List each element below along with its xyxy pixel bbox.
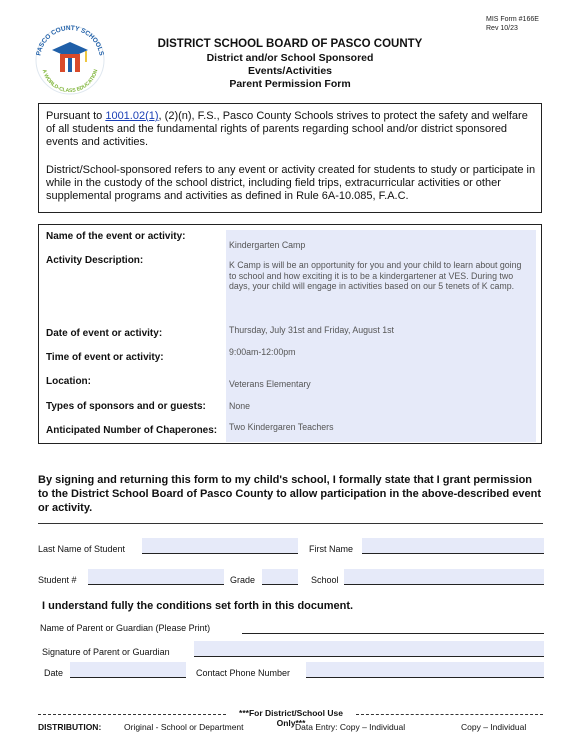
event-name-value[interactable]: Kindergarten Camp bbox=[229, 240, 306, 250]
parent-name-label: Name of Parent or Guardian (Please Print) bbox=[40, 623, 211, 633]
activity-description-label: Activity Description: bbox=[46, 255, 144, 266]
activity-description-value[interactable]: K Camp is will be an opportunity for you and your child to learn about going to school and how exciting it is to be a kindergartener at VES. During two days, your child will engage in activities based on our 5 tenets of K camp. bbox=[229, 260, 522, 291]
date-label: Date bbox=[44, 668, 64, 678]
location-value[interactable]: Veterans Elementary bbox=[229, 379, 311, 389]
chaperones-label: Anticipated Number of Chaperones: bbox=[46, 425, 218, 436]
signature-label: Signature of Parent or Guardian bbox=[42, 647, 170, 657]
permission-statement: By signing and returning this form to my child's school, I formally state that I grant permission to the District School Board of Pasco County to allow participation in the above-described event or activity. bbox=[38, 474, 542, 514]
school-field[interactable] bbox=[344, 569, 544, 585]
grade-field[interactable] bbox=[262, 569, 298, 585]
divider bbox=[38, 523, 543, 524]
understand-statement: I understand fully the conditions set forth in this document. bbox=[42, 600, 354, 612]
dash-right bbox=[356, 714, 543, 715]
event-time-label: Time of event or activity: bbox=[46, 352, 164, 363]
distribution-original: Original - School or Department bbox=[124, 722, 244, 732]
signature-field[interactable] bbox=[194, 641, 544, 657]
location-label: Location: bbox=[46, 376, 91, 387]
school-label: School bbox=[311, 575, 339, 585]
distribution-data-entry: Data Entry: Copy – Individual bbox=[295, 722, 406, 732]
office-use-text: ***For District/School Use Only*** bbox=[239, 708, 343, 728]
event-name-label: Name of the event or activity: bbox=[46, 231, 186, 242]
student-number-label: Student # bbox=[38, 575, 77, 585]
student-number-field[interactable] bbox=[88, 569, 224, 585]
event-date-label: Date of event or activity: bbox=[46, 328, 163, 339]
parent-name-line[interactable] bbox=[242, 632, 544, 634]
page-title: DISTRICT SCHOOL BOARD OF PASCO COUNTY bbox=[157, 38, 423, 50]
event-date-value[interactable]: Thursday, July 31st and Friday, August 1st bbox=[229, 325, 394, 335]
grade-label: Grade bbox=[230, 575, 256, 585]
logo-text-bottom: A WORLD-CLASS EDUCATION bbox=[40, 68, 100, 95]
form-number bbox=[486, 15, 539, 33]
intro-text-after: , (2)(n), F.S., Pasco County Schools strives to protect the safety and welfare of all students and the fundamental rights of parents regarding school and/or district sponsored events and activities. bbox=[46, 110, 528, 148]
revision-text: Rev 10/23 bbox=[486, 25, 518, 32]
page-subtitle-2: Events/Activities bbox=[247, 65, 333, 77]
page-subtitle-3: Parent Permission Form bbox=[229, 78, 351, 90]
date-field[interactable] bbox=[70, 662, 186, 678]
sponsors-label: Types of sponsors and or guests: bbox=[46, 401, 206, 412]
sponsors-value[interactable]: None bbox=[229, 401, 251, 411]
logo-text-top: PASCO COUNTY SCHOOLS bbox=[35, 24, 105, 57]
distribution-label: DISTRIBUTION: bbox=[38, 722, 102, 732]
phone-field[interactable] bbox=[306, 662, 544, 678]
first-name-label: First Name bbox=[309, 544, 354, 554]
first-name-field[interactable] bbox=[362, 538, 544, 554]
chaperones-value[interactable]: Two Kindergaren Teachers bbox=[229, 422, 334, 432]
statute-link[interactable]: 1001.02(1) bbox=[105, 110, 159, 122]
intro-text-before: Pursuant to bbox=[46, 110, 106, 122]
distribution-copy: Copy – Individual bbox=[461, 722, 527, 732]
last-name-field[interactable] bbox=[142, 538, 298, 554]
dash-left bbox=[38, 714, 226, 715]
last-name-label: Last Name of Student bbox=[38, 544, 126, 554]
event-time-value[interactable]: 9:00am-12:00pm bbox=[229, 347, 296, 357]
intro-paragraph-1 bbox=[46, 110, 536, 149]
page-subtitle-1: District and/or School Sponsored bbox=[206, 52, 374, 64]
phone-label: Contact Phone Number bbox=[196, 668, 291, 678]
form-number-text: MIS Form #166E bbox=[486, 16, 539, 23]
intro-paragraph-2: District/School-sponsored refers to any event or activity created for students to study or participate in while in the custody of the school district, including field trips, extracurricular activities or other supplemental programs and activities as defined in Rule 6A-10.085, F.A.C. bbox=[46, 164, 536, 202]
